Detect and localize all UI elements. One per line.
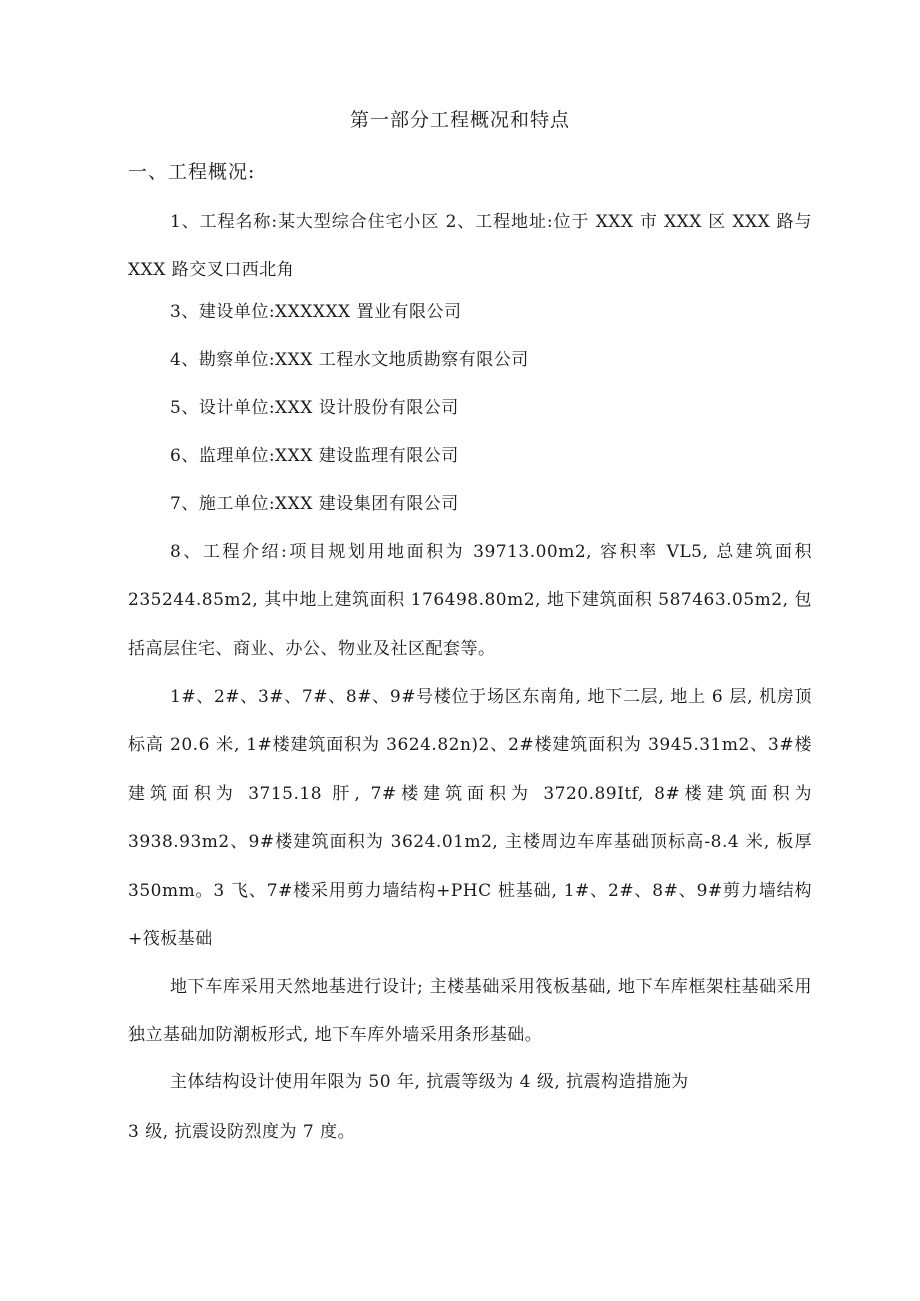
paragraph-foundation-design: 地下车库采用天然地基进行设计; 主楼基础采用筏板基础, 地下车库框架柱基础采用独立基础加防潮板形式, 地下车库外墙采用条形基础。 (128, 977, 812, 1046)
paragraph-seismic-design: 主体结构设计使用年限为 50 年, 抗震等级为 4 级, 抗震构造措施为 (170, 1072, 689, 1092)
paragraph-construction-unit: 3、建设单位:XXXXXX 置业有限公司 (170, 302, 462, 322)
paragraph-building-details: 1#、2#、3#、7#、8#、9#号楼位于场区东南角, 地下二层, 地上 6 层, 机房顶标高 20.6 米, 1#楼建筑面积为 3624.82n)2、2#楼建筑面积为 3945.31m2、3#楼建筑面积为 3715.18 肝, 7#楼建筑面积为 3720.89Itf, 8#楼建筑面积为 3938.93m2、9#楼建筑面积为 3624.01m2, 主楼周边车库基础顶标高-8.4 米, 板厚 350mm。3 飞、7#楼采用剪力墙结构+PHC 桩基础, 1#、2#、8#、9#剪力墙结构+筏板基础 (128, 687, 812, 950)
section-heading: 一、工程概况: (128, 161, 256, 183)
paragraph-survey-unit: 4、勘察单位:XXX 工程水文地质勘察有限公司 (170, 350, 529, 370)
paragraph-design-unit: 5、设计单位:XXX 设计股份有限公司 (170, 398, 459, 418)
paragraph-project-introduction: 8、工程介绍:项目规划用地面积为 39713.00m2, 容积率 VL5, 总建筑面积 235244.85m2, 其中地上建筑面积 176498.80m2, 地下建筑面积 587463.05m2, 包括高层住宅、商业、办公、物业及社区配套等。 (128, 542, 812, 659)
paragraph-contractor-unit: 7、施工单位:XXX 建设集团有限公司 (170, 494, 459, 514)
paragraph-project-name-address: 1、工程名称:某大型综合住宅小区 2、工程地址:位于 XXX 市 XXX 区 XXX 路与 XXX 路交叉口西北角 (128, 212, 812, 281)
page-title: 第一部分工程概况和特点 (349, 109, 570, 131)
paragraph-seismic-intensity: 3 级, 抗震设防烈度为 7 度。 (128, 1122, 356, 1142)
paragraph-supervision-unit: 6、监理单位:XXX 建设监理有限公司 (170, 446, 459, 466)
